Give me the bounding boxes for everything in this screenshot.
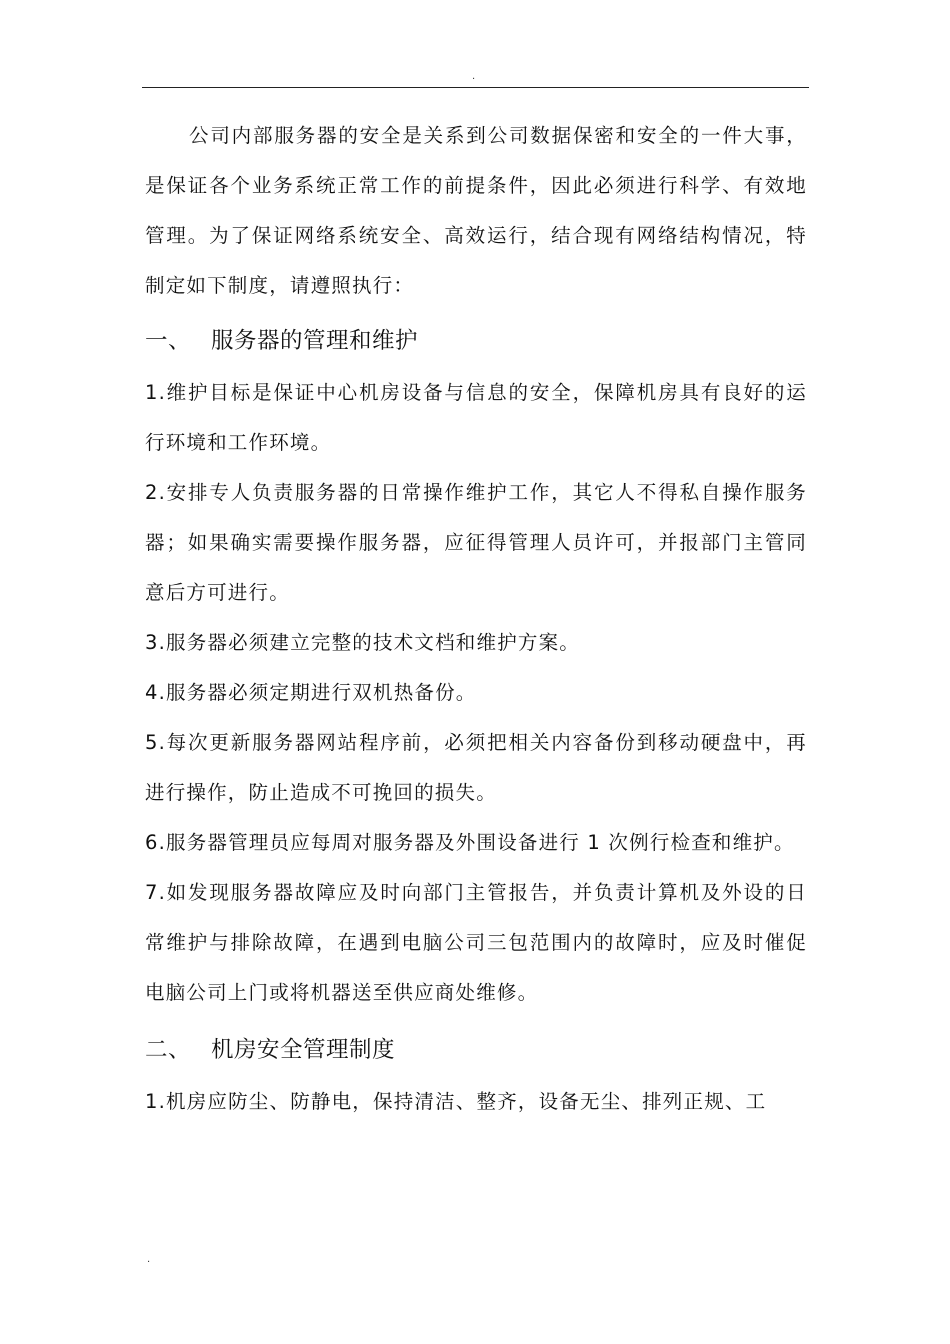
section-1-item-3: 3.服务器必须建立完整的技术文档和维护方案。 bbox=[145, 631, 581, 654]
section-1-item-5: 5.每次更新服务器网站程序前，必须把相关内容备份到移动硬盘中，再进行操作，防止造成不可挽回的损失。 bbox=[145, 731, 807, 804]
section-number: 二、 bbox=[145, 1037, 192, 1063]
section-number: 一、 bbox=[145, 328, 192, 354]
document-body bbox=[145, 111, 807, 1127]
section-1-item-2: 2.安排专人负责服务器的日常操作维护工作，其它人不得私自操作服务器；如果确实需要操作服务器，应征得管理人员许可，并报部门主管同意后方可进行。 bbox=[145, 481, 807, 604]
section-1-item-1: 1.维护目标是保证中心机房设备与信息的安全，保障机房具有良好的运行环境和工作环境。 bbox=[145, 381, 807, 454]
section-title: 机房安全管理制度 bbox=[211, 1037, 396, 1063]
intro-paragraph: 公司内部服务器的安全是关系到公司数据保密和安全的一件大事，是保证各个业务系统正常工作的前提条件，因此必须进行科学、有效地管理。为了保证网络系统安全、高效运行，结合现有网络结构情况，特制定如下制度，请遵照执行： bbox=[145, 124, 807, 297]
footer-mark: . bbox=[147, 1254, 151, 1265]
header-mark: . bbox=[472, 71, 476, 82]
section-heading-1 bbox=[145, 316, 807, 366]
section-1-item-4: 4.服务器必须定期进行双机热备份。 bbox=[145, 681, 477, 704]
page-header bbox=[142, 70, 809, 88]
section-title: 服务器的管理和维护 bbox=[211, 328, 419, 354]
section-1-item-6: 6.服务器管理员应每周对服务器及外围设备进行 1 次例行检查和维护。 bbox=[145, 831, 795, 854]
section-2-item-1: 1.机房应防尘、防静电，保持清洁、整齐，设备无尘、排列正规、工 bbox=[145, 1090, 767, 1113]
section-heading-2 bbox=[145, 1025, 807, 1075]
section-1-item-7: 7.如发现服务器故障应及时向部门主管报告，并负责计算机及外设的日常维护与排除故障，在遇到电脑公司三包范围内的故障时，应及时催促电脑公司上门或将机器送至供应商处维修。 bbox=[145, 881, 807, 1004]
